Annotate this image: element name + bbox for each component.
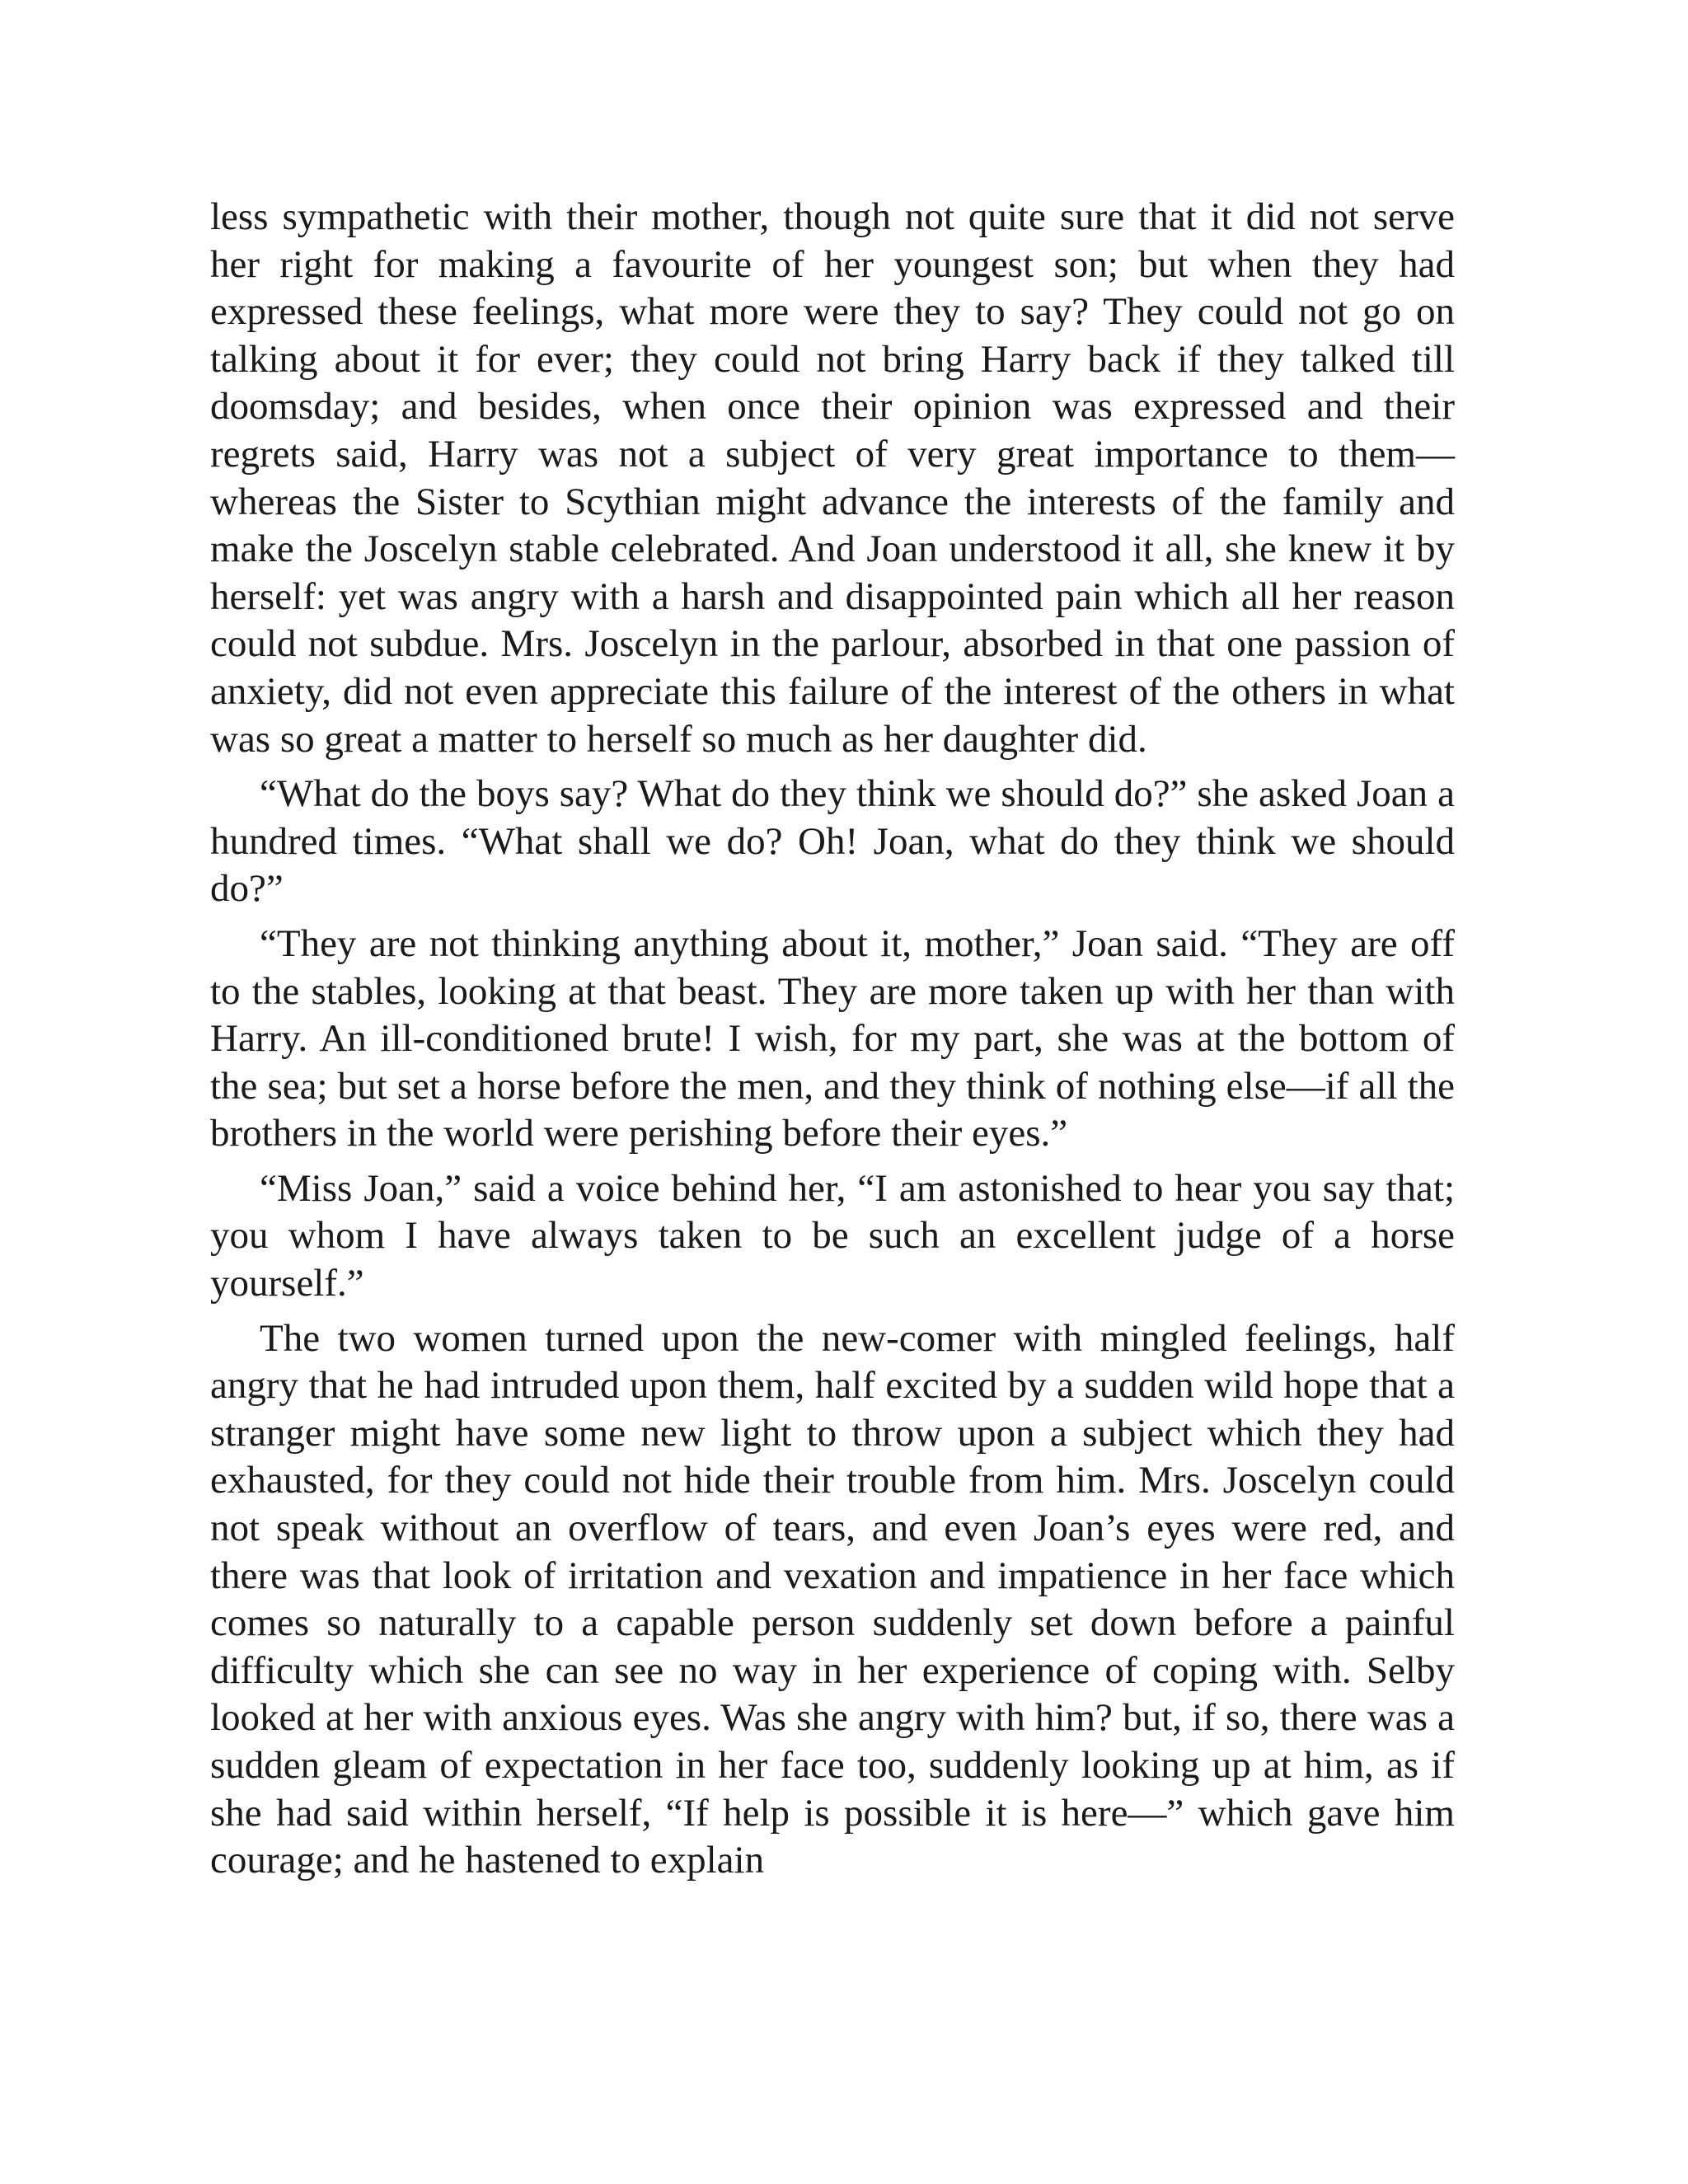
paragraph-joan-reply: “They are not thinking anything about it, mother,” Joan said. “They are off to the stables, looking at that beast. They are more taken up with her than with Harry. An ill-conditioned brute! I wish, for my part, she was at the bottom of the sea; but set a horse before the men, and they think of nothing else—if all the brothers in the world were perishing before their eyes.” (210, 921, 1455, 1155)
paragraph-mother-question: “What do the boys say? What do they think we should do?” she asked Joan a hundred times. “What shall we do? Oh! Joan, what do they think we should do?” (210, 772, 1455, 911)
paragraph-continued: less sympathetic with their mother, though not quite sure that it did not serve her right for making a favourite of her youngest son; but when they had expressed these feelings, what more were they to say? They could not go on talking about it for ever; they could not bring Harry back if they talked till doomsday; and besides, when once their opinion was expressed and their regrets said, Harry was not a subject of very great importance to them—whereas the Sister to Scythian might advance the interests of the family and make the Joscelyn stable celebrated. And Joan understood it all, she knew it by herself: yet was angry with a harsh and disappointed pain which all her reason could not subdue. Mrs. Joscelyn in the parlour, absorbed in that one passion of anxiety, did not even appreciate this failure of the interest of the others in what was so great a matter to herself so much as her daughter did. (210, 195, 1455, 761)
page-text-body (210, 194, 1455, 1885)
paragraph-selby-remark: “Miss Joan,” said a voice behind her, “I am astonished to hear you say that; you whom I have always taken to be such an excellent judge of a horse yourself.” (210, 1166, 1455, 1305)
paragraph-two-women: The two women turned upon the new-comer with mingled feelings, half angry that he had intruded upon them, half excited by a sudden wild hope that a stranger might have some new light to throw upon a subject which they had exhausted, for they could not hide their trouble from him. Mrs. Joscelyn could not speak without an overflow of tears, and even Joan’s eyes were red, and there was that look of irritation and vexation and impatience in her face which comes so naturally to a capable person suddenly set down before a painful difficulty which she can see no way in her experience of coping with. Selby looked at her with anxious eyes. Was she angry with him? but, if so, there was a sudden gleam of expectation in her face too, suddenly looking up at him, as if she had said within herself, “If help is possible it is here—” which gave him courage; and he hastened to explain (210, 1316, 1455, 1882)
